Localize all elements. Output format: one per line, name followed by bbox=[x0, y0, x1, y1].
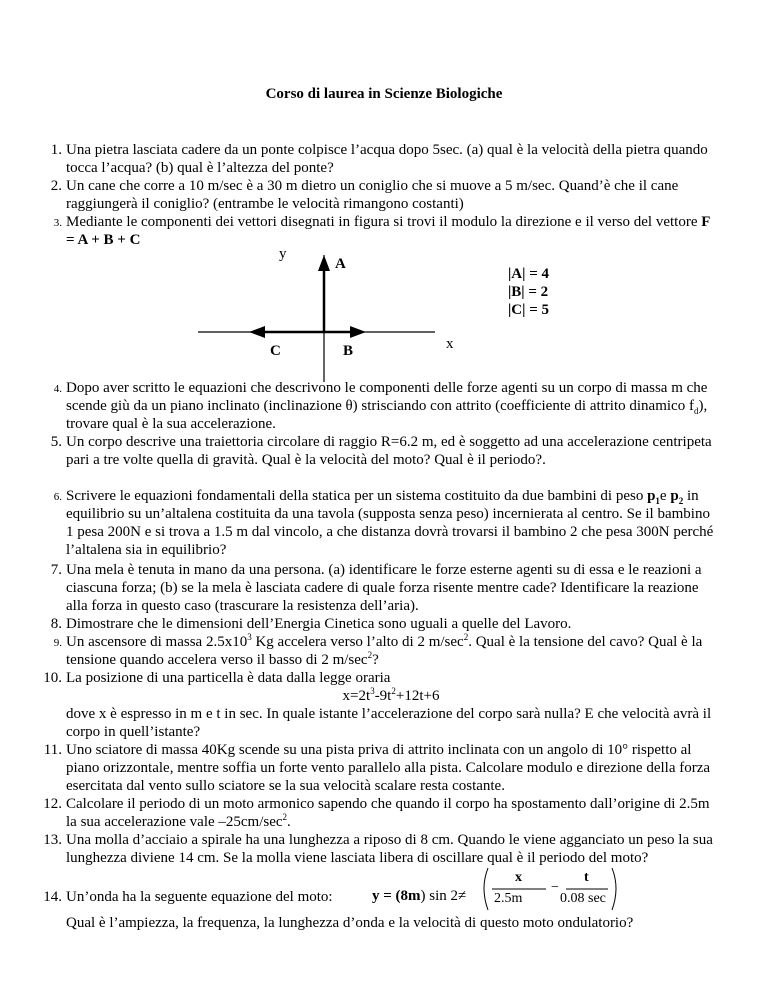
question-text: Un ascensore di massa $2.5x10^3$ Kg accelera verso l’alto di 2 $m/\sec^2$. Qual è la tensione del cavo? Qual è la tensione quando accelera verso il basso di 2 $m/\sec^2$? bbox=[66, 632, 703, 668]
vector-b-label: B bbox=[343, 343, 354, 359]
question-text: Un’onda ha la seguente equazione del moto: bbox=[66, 889, 333, 905]
question-text: Scrivere le equazioni fondamentali della statica per un sistema costituito da due bambini di peso $p_1e$ $p_2$ in equilibrio su un’altalena costituita da una tavola (supposta senza peso) incernierata al centro. Se il bambino 1 pesa 200N e si trova a 1.5 m dal vincolo, a che distanza dovrà trovarsi il bambino 2 che pesa 300N perché l’altalena sia in equilibrio? bbox=[66, 488, 714, 558]
question-number: 11. bbox=[43, 742, 62, 758]
question-text: Un corpo descrive una traiettoria circolare di raggio R=6.2 m, ed è soggetto ad una accelerazione centripeta pari a tre volte quella di gravità. Qual è la velocità del moto? Qual è il periodo?. bbox=[66, 434, 712, 468]
question-number: 7. bbox=[50, 562, 62, 578]
magnitude-c: |C| = 5 bbox=[508, 302, 549, 318]
question-number: 4. bbox=[53, 383, 62, 395]
question-text-continued: dove x è espresso in m e t in sec. In quale istante l’accelerazione del corpo sarà nulla? E che velocità avrà il corpo in quell’istante? bbox=[66, 706, 712, 740]
wave-equation-lhs: y = (8m) sin 2≠ bbox=[372, 888, 467, 904]
left-paren bbox=[484, 868, 488, 910]
question-number: 12. bbox=[43, 796, 62, 812]
question-number: 3. bbox=[53, 217, 62, 229]
fraction-2-denominator: 0.08 sec bbox=[560, 891, 606, 906]
x-axis-label: x bbox=[446, 336, 454, 352]
question-text: Una pietra lasciata cadere da un ponte colpisce l’acqua dopo 5sec. (a) qual è la velocità della pietra quando tocca l’acqua? (b) qual è l’altezza del ponte? bbox=[66, 142, 708, 176]
question-text: Dopo aver scritto le equazioni che descrivono le componenti delle forze agenti su un corpo di massa m che scende giù da un piano inclinato (inclinazione θ) strisciando con attrito (coefficiente di attrito dinamico $f_d$), trovare qual è la sua accelerazione. bbox=[66, 380, 708, 432]
magnitude-b: |B| = 2 bbox=[508, 284, 549, 300]
vector-formula: F = A + B + C bbox=[66, 214, 710, 248]
magnitude-a: |A| = 4 bbox=[508, 266, 549, 282]
question-number: 13. bbox=[43, 832, 62, 848]
minus-sign: − bbox=[551, 880, 559, 895]
question-text: Calcolare il periodo di un moto armonico sapendo che quando il corpo ha spostamento dall’origine di 2.5m la sua accelerazione vale $-25cm/\sec^2$. bbox=[66, 796, 710, 830]
document-title: Corso di laurea in Scienze Biologiche bbox=[265, 86, 503, 102]
question-number: 1. bbox=[50, 142, 62, 158]
question-number: 10. bbox=[43, 670, 62, 686]
question-14-continued bbox=[66, 914, 716, 932]
question-number: 8. bbox=[50, 616, 62, 632]
question-text: Dimostrare che le dimensioni dell’Energia Cinetica sono uguali a quelle del Lavoro. bbox=[66, 616, 572, 632]
question-text: Una molla d’acciaio a spirale ha una lunghezza a riposo di 8 cm. Quando le viene agganciato un peso la sua lunghezza diviene 14 cm. Se la molla viene lasciata libera di oscillare qual è il periodo del moto? bbox=[66, 832, 713, 866]
vector-c-label: C bbox=[270, 343, 281, 359]
motion-equation: $x=2t^3-9t^2+12t+6$ bbox=[342, 686, 440, 704]
question-text: Mediante le componenti dei vettori disegnati in figura si trovi il modulo la direzione e il verso del vettore F = A + B + C bbox=[66, 214, 710, 248]
fraction-1-numerator: x bbox=[515, 870, 522, 885]
question-text: Un cane che corre a 10 m/sec è a 30 m dietro un coniglio che si muove a 5 m/sec. Quand’è che il cane raggiungerà il coniglio? (entrambe le velocità rimangono costanti) bbox=[66, 178, 679, 212]
fraction-1-denominator: 2.5m bbox=[494, 891, 523, 906]
question-text-continued: Qual è l’ampiezza, la frequenza, la lunghezza d’onda e la velocità di questo moto ondulatorio? bbox=[66, 915, 634, 931]
right-paren bbox=[612, 868, 616, 910]
question-text: Una mela è tenuta in mano da una persona. (a) identificare le forze esterne agenti su di essa e le reazioni a ciascuna forza; (b) se la mela è lasciata cadere di quale forza risente mentre cade? Identificare la reazione alla forza in questo caso (trascurare la resistenza dell’aria). bbox=[66, 562, 702, 614]
question-number: 9. bbox=[53, 637, 62, 649]
question-number: 2. bbox=[50, 178, 62, 194]
fraction-2-numerator: t bbox=[584, 870, 589, 885]
question-text: Uno sciatore di massa 40Kg scende su una pista priva di attrito inclinata con un angolo di 10° rispetto al piano orizzontale, mentre soffia un forte vento parallelo alla pista. Calcolare modulo e direzione della forza esercitata dal vento sullo sciatore se la sua velocità scalare resta costante. bbox=[66, 742, 711, 794]
question-number: 6. bbox=[53, 491, 62, 503]
question-text: La posizione di una particella è data dalla legge oraria bbox=[66, 670, 391, 686]
y-axis-label: y bbox=[279, 246, 287, 262]
question-number: 14. bbox=[43, 889, 62, 905]
vector-a-label: A bbox=[335, 256, 346, 272]
question-number: 5. bbox=[50, 434, 62, 450]
